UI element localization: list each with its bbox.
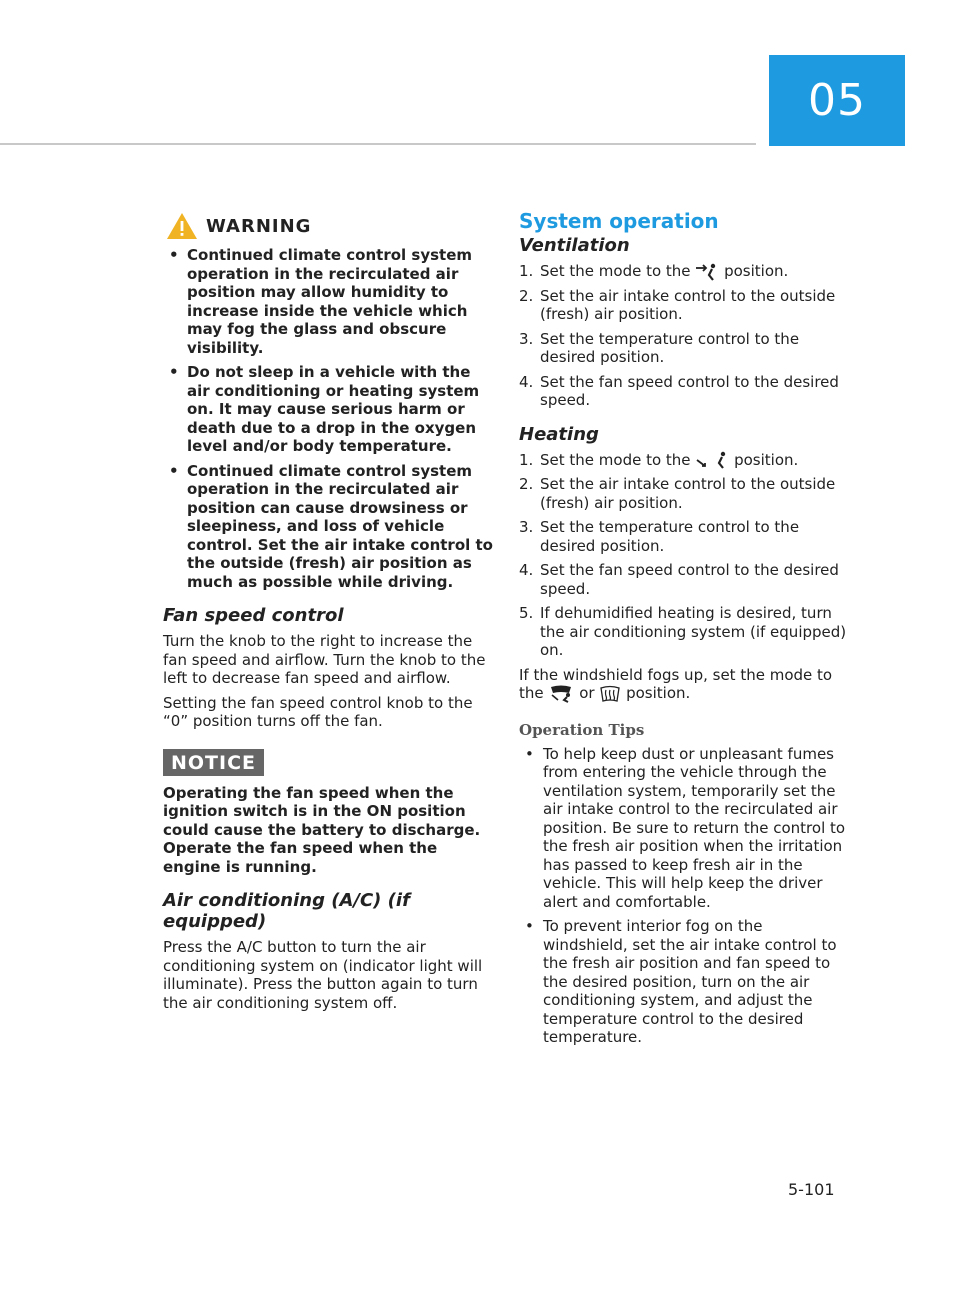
ventilation-heading: Ventilation	[519, 235, 630, 256]
ventilation-step: 1. Set the mode to the position.	[519, 262, 789, 280]
page-number: 5-101	[788, 1180, 835, 1199]
vent-face-mode-icon	[695, 263, 719, 281]
operation-tips-list	[519, 745, 849, 1047]
warning-item: • Continued climate control system operation in the recirculated air position can cause drowsiness or sleepiness, and loss of vehicle control. Set the air intake control to the outside (fresh) air position as much as possible while driving.	[163, 462, 493, 592]
heating-heading: Heating	[519, 423, 599, 445]
heating-steps	[519, 451, 849, 660]
operation-tip: • To help keep dust or unpleasant fumes from entering the vehicle through the ventilation system, temporarily set the air intake control to the recirculated air position. Be sure to return the control to the fresh air position when the irritation has passed to keep fresh air in the vehicle. This will help keep the driver alert and comfortable.	[519, 745, 849, 912]
system-operation-title: System operation	[519, 209, 719, 233]
defrost-mode-icon	[599, 685, 621, 703]
ventilation-steps	[519, 262, 849, 410]
heating-step: 2. Set the air intake control to the outside (fresh) air position.	[519, 475, 836, 512]
warning-title: WARNING	[206, 215, 312, 237]
warning-triangle-icon	[166, 212, 198, 240]
heating-step: 5. If dehumidified heating is desired, turn the air conditioning system (if equipped) on.	[519, 604, 847, 659]
warning-item: • Continued climate control system operation in the recirculated air position may allow humidity to increase inside the vehicle which may fog the glass and obscure visibility.	[163, 246, 493, 357]
vent-floor-mode-icon	[695, 451, 729, 469]
warning-list	[163, 246, 493, 591]
ventilation-step: 4. Set the fan speed control to the desired speed.	[519, 372, 839, 409]
heating-step: 3. Set the temperature control to the desired position.	[519, 518, 800, 555]
fan-speed-paragraph: Turn the knob to the right to increase the fan speed and airflow. Turn the knob to the left to decrease fan speed and airflow.	[163, 632, 486, 687]
chapter-tab: 05	[769, 55, 905, 146]
windshield-fog-text: If the windshield fogs up, set the mode to the or position.	[519, 665, 833, 702]
fan-speed-paragraph: Setting the fan speed control knob to the “0” position turns off the fan.	[163, 693, 473, 730]
ac-text: Press the A/C button to turn the air conditioning system on (indicator light will illuminate). Press the button again to turn the air conditioning system off.	[163, 938, 483, 1012]
fan-speed-heading: Fan speed control	[163, 605, 344, 626]
header-rule	[0, 143, 756, 145]
operation-tips-heading: Operation Tips	[519, 720, 645, 739]
operation-tip: • To prevent interior fog on the windshield, set the air intake control to the fresh air position and fan speed to the desired position, turn on the air conditioning system, and adjust the temperature control to the desired temperature.	[519, 917, 849, 1047]
ventilation-step: 2. Set the air intake control to the outside (fresh) air position.	[519, 286, 836, 323]
warning-item: • Do not sleep in a vehicle with the air conditioning or heating system on. It may cause serious harm or death due to a drop in the oxygen level and/or body temperature.	[163, 363, 493, 456]
ventilation-step: 3. Set the temperature control to the desired position.	[519, 329, 800, 366]
heating-step: 4. Set the fan speed control to the desired speed.	[519, 561, 839, 598]
right-column	[519, 209, 849, 1053]
notice-text: Operating the fan speed when the ignition switch is in the ON position could cause the battery to discharge. Operate the fan speed when the engine is running.	[163, 783, 481, 876]
left-column	[163, 212, 493, 1018]
floor-defrost-mode-icon	[548, 685, 574, 703]
warning-header	[166, 212, 493, 240]
heating-step: 1. Set the mode to the position.	[519, 450, 799, 469]
ac-heading: Air conditioning (A/C) (if equipped)	[163, 890, 410, 932]
notice-label: NOTICE	[163, 749, 264, 776]
